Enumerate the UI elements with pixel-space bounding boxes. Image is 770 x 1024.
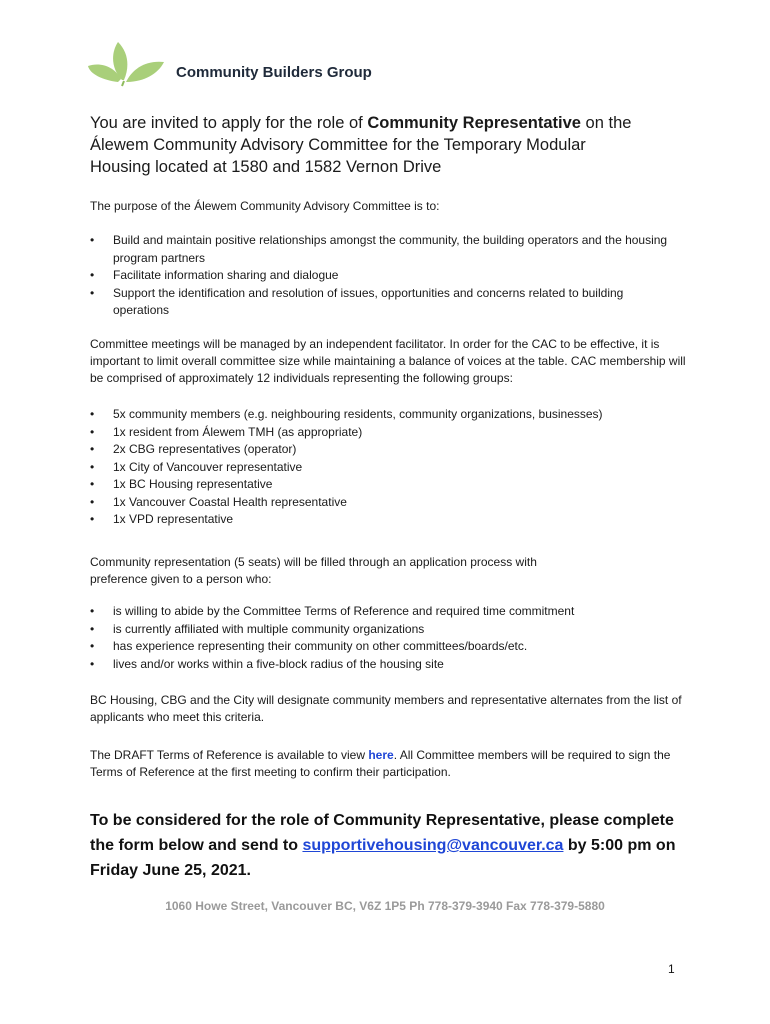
list-item: • 1x VPD representative — [90, 511, 670, 529]
purpose-intro: The purpose of the Álewem Community Advisory Committee is to: — [90, 199, 440, 213]
page-title — [90, 112, 650, 178]
representation-paragraph: Community representation (5 seats) will be filled through an application process with preference given to a person who: — [90, 555, 537, 586]
list-item: • 1x City of Vancouver representative — [90, 459, 670, 477]
cta-text-before: To be considered for the role of Community Representative, please complete the form below and send to — [90, 812, 674, 854]
list-item: • lives and/or works within a five-block radius of the housing site — [90, 656, 670, 674]
list-item: • Support the identification and resolution of issues, opportunities and concerns related to building operations — [90, 285, 670, 320]
list-item: • 5x community members (e.g. neighbouring residents, community organizations, businesses) — [90, 406, 670, 424]
representation-list — [90, 603, 670, 673]
list-item: • Facilitate information sharing and dialogue — [90, 267, 670, 285]
terms-paragraph — [90, 747, 690, 781]
leaf-logo-icon — [88, 36, 178, 88]
call-to-action — [90, 808, 690, 883]
terms-link[interactable]: here — [368, 748, 394, 762]
list-item: • 1x resident from Álewem TMH (as appropriate) — [90, 424, 670, 442]
list-item: • is willing to abide by the Committee Terms of Reference and required time commitment — [90, 603, 670, 621]
footer-address: 1060 Howe Street, Vancouver BC, V6Z 1P5 Ph 778-379-3940 Fax 778-379-5880 — [165, 899, 605, 913]
list-item: • has experience representing their community on other committees/boards/etc. — [90, 638, 670, 656]
list-item: • 2x CBG representatives (operator) — [90, 441, 670, 459]
headline-prefix: You are invited to apply for the role of — [90, 114, 368, 132]
purpose-list — [90, 232, 670, 320]
headline-role: Community Representative — [367, 114, 581, 132]
list-item: • 1x BC Housing representative — [90, 476, 670, 494]
terms-text-before: The DRAFT Terms of Reference is available to view — [90, 748, 369, 762]
page-number: 1 — [668, 962, 675, 976]
org-name: Community Builders Group — [176, 64, 372, 81]
cta-text-after: by 5:00 pm on Friday June 25, 2021. — [90, 837, 676, 879]
terms-text-after: . All Committee members will be required to sign the Terms of Reference at the first meeting to confirm their participation. — [90, 748, 671, 779]
headline-suffix: on the Álewem Community Advisory Committee for the Temporary Modular Housing located at 1580 and 1582 Vernon Drive — [90, 114, 632, 176]
email-link[interactable]: supportivehousing@vancouver.ca — [302, 837, 564, 854]
membership-paragraph: Committee meetings will be managed by an independent facilitator. In order for the CAC to be effective, it is important to limit overall committee size while maintaining a balance of voices at the table. CAC membership will be comprised of approximately 12 individuals representing the following groups: — [90, 337, 686, 385]
list-item: • 1x Vancouver Coastal Health representative — [90, 494, 670, 512]
designation-paragraph: BC Housing, CBG and the City will designate community members and representative alternates from the list of applicants who meet this criteria. — [90, 693, 682, 724]
list-item: • Build and maintain positive relationships amongst the community, the building operators and the housing program partners — [90, 232, 670, 267]
list-item: • is currently affiliated with multiple community organizations — [90, 621, 670, 639]
membership-list — [90, 406, 670, 529]
